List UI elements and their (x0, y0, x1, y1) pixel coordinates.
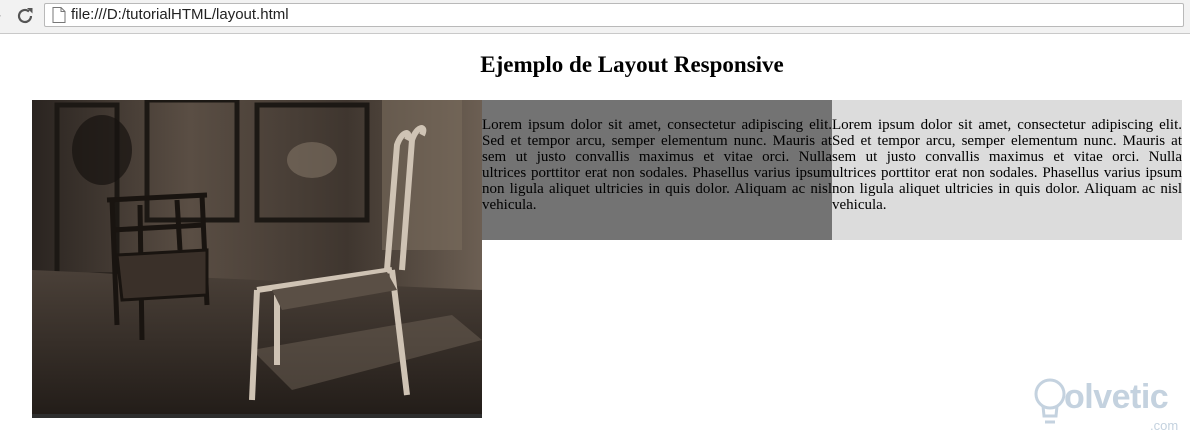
browser-toolbar (0, 0, 1190, 34)
light-text-column: Lorem ipsum dolor sit amet, consectetur adipiscing elit. Sed et tempor arcu, semper elementum nunc. Mauris at sem ut justo convallis maximus et vitae orci. Nulla ultrices porttitor erat non sodales. Phasellus varius ipsum non ligula aliquet ultricies in quis dolor. Aliquam ac nisl vehicula. (832, 100, 1182, 240)
page-icon (52, 7, 66, 23)
address-bar[interactable] (44, 3, 1184, 27)
solvetic-watermark (1030, 376, 1190, 438)
chairs-photo (32, 100, 482, 418)
reload-icon[interactable] (14, 5, 36, 27)
url-text[interactable]: file:///D:/tutorialHTML/layout.html (71, 6, 289, 23)
dark-text-column: Lorem ipsum dolor sit amet, consectetur adipiscing elit. Sed et tempor arcu, semper elementum nunc. Mauris at sem ut justo convallis maximus et vitae orci. Nulla ultrices porttitor erat non sodales. Phasellus varius ipsum non ligula aliquet ultricies in quis dolor. Aliquam ac nisl vehicula. (482, 100, 832, 240)
watermark-brand: olvetic (1064, 378, 1169, 416)
forward-arrow-icon[interactable] (0, 6, 6, 26)
page-title: Ejemplo de Layout Responsive (480, 52, 784, 77)
chairs-photo-image (32, 100, 482, 414)
watermark-suffix: .com (1150, 418, 1179, 433)
